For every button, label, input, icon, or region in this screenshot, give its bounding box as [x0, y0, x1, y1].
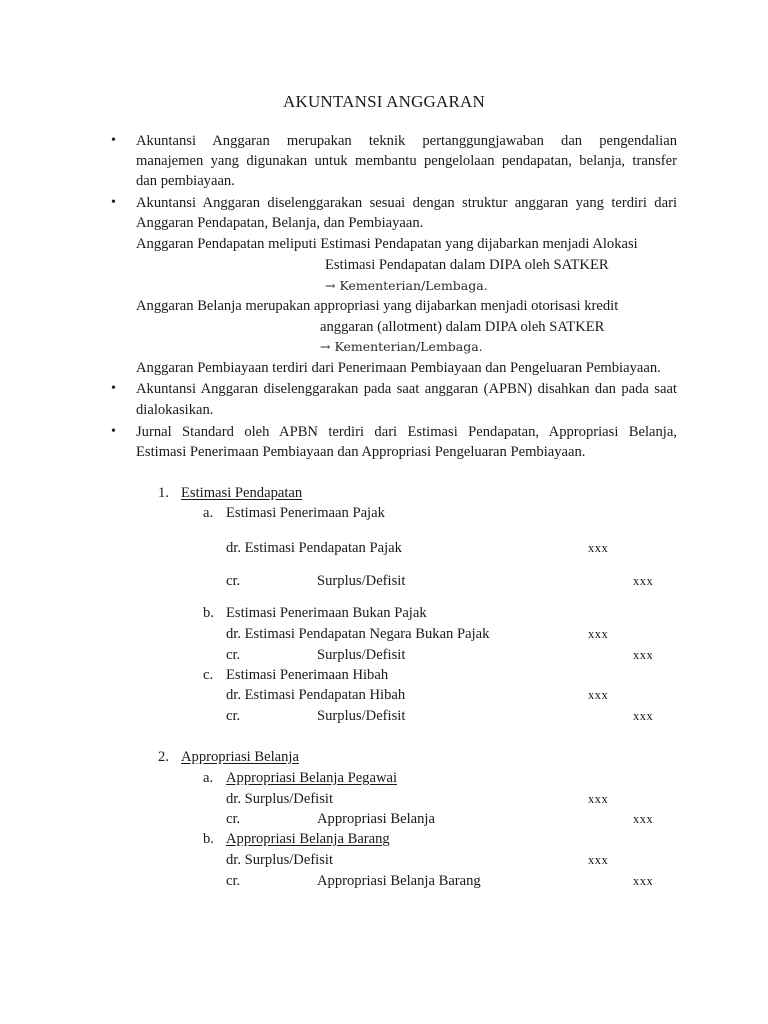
credit-prefix: cr.	[226, 708, 241, 724]
debit-value: xxx	[588, 541, 609, 555]
debit-account: dr. Estimasi Pendapatan Hibah	[226, 687, 406, 703]
credit-account: Surplus/Defisit	[317, 573, 406, 589]
credit-value: xxx	[633, 812, 654, 826]
item-letter: a.	[203, 770, 214, 786]
bullet-1-line-3: dan pembiayaan.	[136, 173, 235, 189]
anggaran-pendapatan-line-1: Anggaran Pendapatan meliputi Estimasi Pendapatan yang dijabarkan menjadi Alokasi	[136, 236, 638, 252]
anggaran-belanja-line-2: anggaran (allotment) dalam DIPA oleh SATKER	[320, 319, 605, 335]
item-label: Appropriasi Belanja Barang	[226, 831, 390, 847]
bullet-1-line-1: Akuntansi Anggaran merupakan teknik pertanggungjawaban dan pengendalian	[136, 133, 677, 149]
item-letter: b.	[203, 605, 214, 621]
bullet-icon: •	[111, 195, 116, 210]
section-heading: Appropriasi Belanja	[181, 749, 299, 765]
debit-value: xxx	[588, 853, 609, 867]
item-label: Estimasi Penerimaan Bukan Pajak	[226, 605, 427, 621]
credit-value: xxx	[633, 648, 654, 662]
debit-value: xxx	[588, 627, 609, 641]
anggaran-belanja-line-1: Anggaran Belanja merupakan appropriasi yang dijabarkan menjadi otorisasi kredit	[136, 298, 619, 314]
credit-value: xxx	[633, 874, 654, 888]
bullet-icon: •	[111, 381, 116, 396]
section-number: 1.	[158, 485, 169, 501]
debit-value: xxx	[588, 792, 609, 806]
bullet-3-line-2: dialokasikan.	[136, 402, 214, 418]
debit-account: dr. Estimasi Pendapatan Negara Bukan Pajak	[226, 626, 490, 642]
section-heading: Estimasi Pendapatan	[181, 485, 303, 501]
bullet-4-line-1: Jurnal Standard oleh APBN terdiri dari Estimasi Pendapatan, Appropriasi Belanja,	[136, 424, 677, 440]
debit-value: xxx	[588, 688, 609, 702]
bullet-2-line-1: Akuntansi Anggaran diselenggarakan sesuai dengan struktur anggaran yang terdiri dari	[136, 195, 677, 211]
credit-prefix: cr.	[226, 873, 241, 889]
debit-account: dr. Estimasi Pendapatan Pajak	[226, 540, 402, 556]
item-label: Appropriasi Belanja Pegawai	[226, 770, 398, 786]
section-number: 2.	[158, 749, 169, 765]
bullet-1-line-2: manajemen yang digunakan untuk membantu pengelolaan pendapatan, belanja, transfer	[136, 153, 677, 169]
anggaran-pembiayaan-line: Anggaran Pembiayaan terdiri dari Penerimaan Pembiayaan dan Pengeluaran Pembiayaan.	[136, 360, 661, 376]
item-label: Estimasi Penerimaan Pajak	[226, 505, 385, 521]
item-letter: b.	[203, 831, 214, 847]
credit-value: xxx	[633, 709, 654, 723]
debit-account: dr. Surplus/Defisit	[226, 791, 334, 807]
item-label: Estimasi Penerimaan Hibah	[226, 667, 389, 683]
credit-account: Appropriasi Belanja Barang	[317, 873, 481, 889]
bullet-2-line-2: Anggaran Pendapatan, Belanja, dan Pembiayaan.	[136, 215, 424, 231]
credit-value: xxx	[633, 574, 654, 588]
document-title: AKUNTANSI ANGGARAN	[283, 92, 485, 111]
item-letter: c.	[203, 667, 214, 683]
credit-account: Surplus/Defisit	[317, 708, 406, 724]
item-letter: a.	[203, 505, 214, 521]
credit-account: Appropriasi Belanja	[317, 811, 435, 827]
anggaran-belanja-line-3: → Kementerian/Lembaga.	[320, 339, 483, 354]
credit-prefix: cr.	[226, 647, 241, 663]
anggaran-pendapatan-line-3: → Kementerian/Lembaga.	[325, 278, 488, 293]
debit-account: dr. Surplus/Defisit	[226, 852, 334, 868]
bullet-3-line-1: Akuntansi Anggaran diselenggarakan pada saat anggaran (APBN) disahkan dan pada saat	[136, 381, 677, 397]
anggaran-pendapatan-line-2: Estimasi Pendapatan dalam DIPA oleh SATKER	[325, 257, 609, 273]
credit-prefix: cr.	[226, 573, 241, 589]
bullet-icon: •	[111, 133, 116, 148]
credit-prefix: cr.	[226, 811, 241, 827]
bullet-4-line-2: Estimasi Penerimaan Pembiayaan dan Appropriasi Pengeluaran Pembiayaan.	[136, 444, 586, 460]
bullet-icon: •	[111, 424, 116, 439]
credit-account: Surplus/Defisit	[317, 647, 406, 663]
